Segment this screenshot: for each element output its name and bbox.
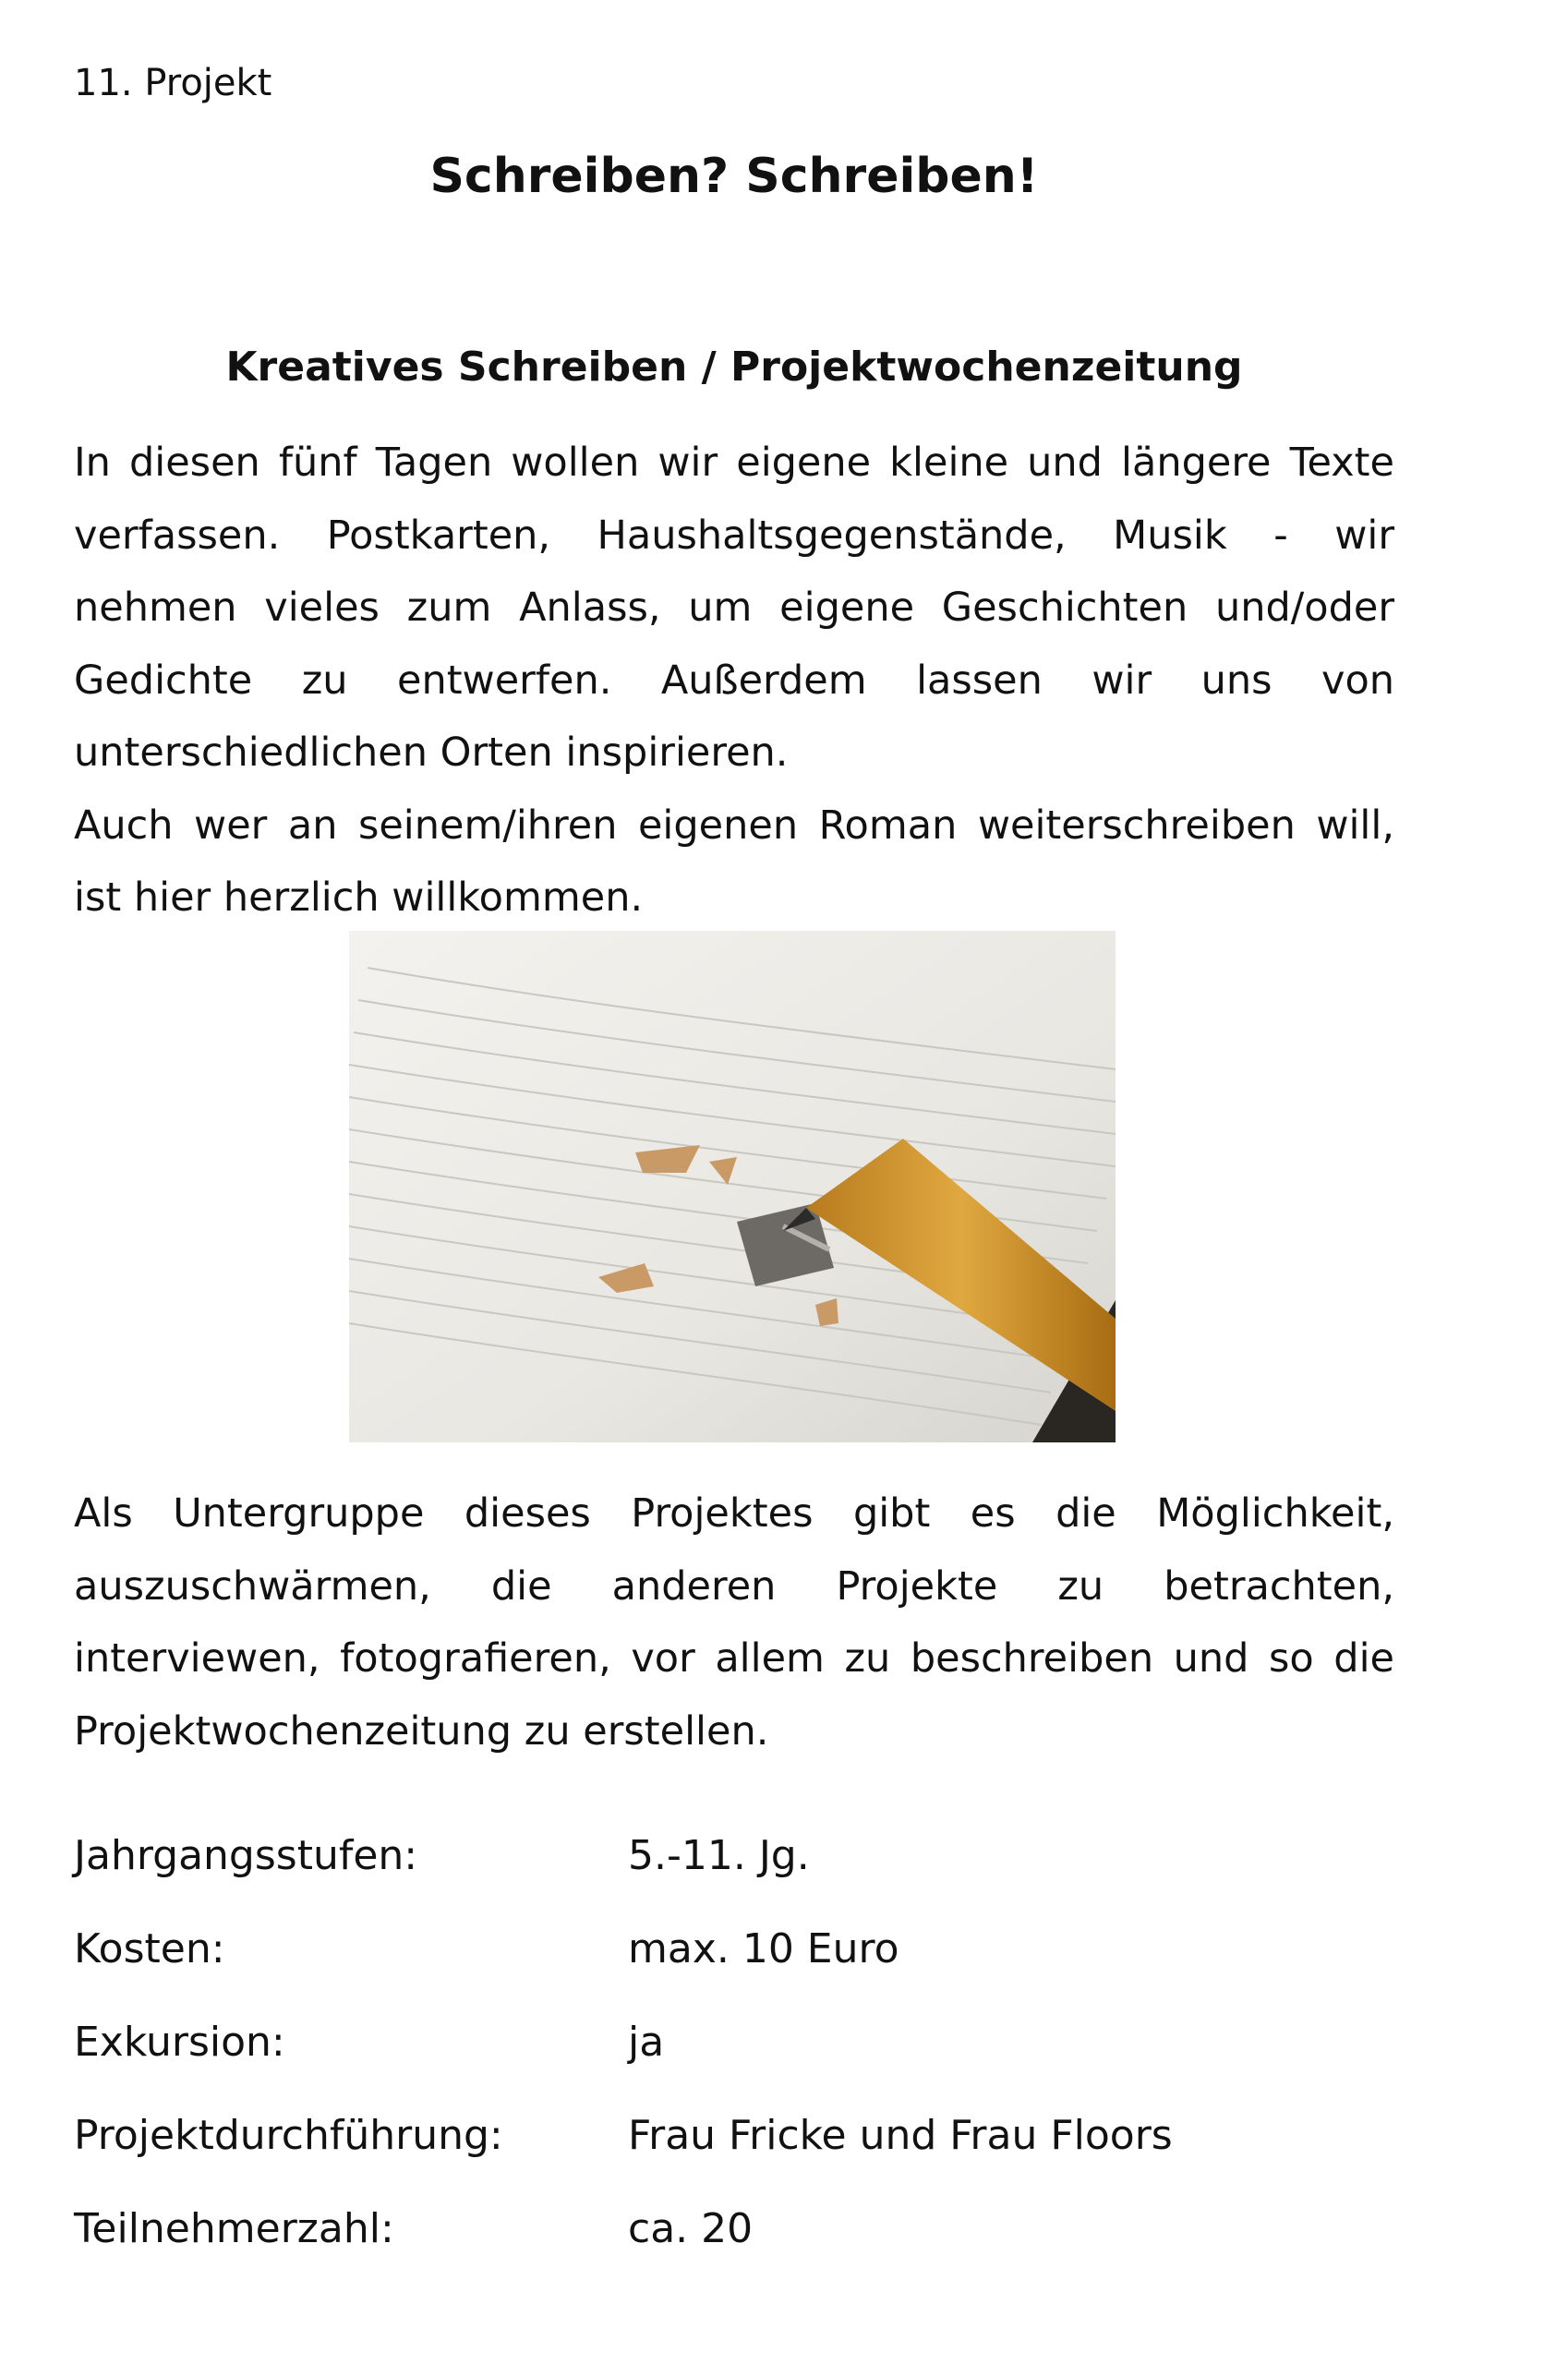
detail-label: Teilnehmerzahl:: [74, 2205, 394, 2252]
detail-row: [74, 1922, 1394, 2015]
intro-paragraph: [74, 427, 1394, 935]
detail-row: [74, 1828, 1394, 1922]
detail-value: ca. 20: [628, 2205, 754, 2252]
detail-row: [74, 2015, 1394, 2108]
notebook-pencil-photo: [349, 931, 1116, 1442]
detail-row: [74, 2201, 1394, 2295]
detail-value: 5.-11. Jg.: [628, 1832, 810, 1879]
text-line: auszuschwärmen, die anderen Projekte zu betrachten,: [74, 1562, 1394, 1610]
subtitle: Kreatives Schreiben / Projektwochenzeitung: [225, 344, 1243, 391]
text-line: nehmen vieles zum Anlass, um eigene Geschichten und/oder: [74, 585, 1394, 631]
text-line: Projektwochenzeitung zu erstellen.: [74, 1707, 769, 1755]
detail-label: Kosten:: [74, 1925, 225, 1972]
detail-row: [74, 2108, 1394, 2201]
page-title: Schreiben? Schreiben!: [429, 149, 1039, 204]
text-line: Gedichte zu entwerfen. Außerdem lassen wir uns von: [74, 657, 1394, 704]
detail-value: Frau Fricke und Frau Floors: [628, 2112, 1173, 2159]
detail-value: ja: [628, 2019, 665, 2066]
detail-label: Projektdurchführung:: [74, 2112, 503, 2159]
detail-label: Jahrgangsstufen:: [74, 1832, 418, 1879]
text-line: interviewen, fotografieren, vor allem zu beschreiben und so die: [74, 1635, 1394, 1682]
project-details: [74, 1828, 1394, 2295]
text-line: verfassen. Postkarten, Haushaltsgegenstände, Musik - wir: [74, 512, 1394, 559]
project-number: 11. Projekt: [74, 62, 272, 104]
subgroup-paragraph: [74, 1478, 1394, 1767]
notebook-pencil-illustration: [349, 931, 1116, 1442]
text-line: In diesen fünf Tagen wollen wir eigene kleine und längere Texte: [74, 440, 1394, 486]
text-line: Als Untergruppe dieses Projektes gibt es die Möglichkeit,: [74, 1490, 1394, 1537]
text-line: ist hier herzlich willkommen.: [74, 874, 644, 921]
detail-label: Exkursion:: [74, 2019, 285, 2066]
text-line: Auch wer an seinem/ihren eigenen Roman weiterschreiben will,: [74, 802, 1394, 849]
detail-value: max. 10 Euro: [628, 1925, 899, 1972]
text-line: unterschiedlichen Orten inspirieren.: [74, 730, 789, 776]
